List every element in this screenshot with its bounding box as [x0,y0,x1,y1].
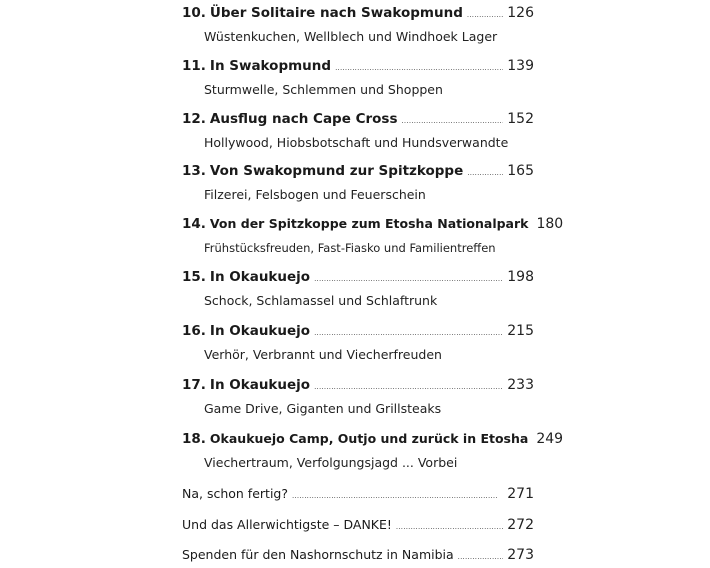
toc-entry-15 [182,268,534,310]
chapter-number: 18. [182,431,206,447]
chapter-title: In Okaukuejo [209,323,311,339]
page-number: 272 [507,517,534,533]
toc-extra-donations [182,546,534,566]
chapter-title: Von der Spitzkoppe zum Etosha Nationalpark [209,216,529,231]
extra-title: Spenden für den Nashornschutz in Namibia [182,547,454,562]
chapter-number: 15. [182,269,206,285]
toc-entry-18 [182,430,564,472]
leader-dots [467,4,503,24]
chapter-subtitle: Verhör, Verbrannt und Viecherfreuden [204,347,442,362]
toc-entry-12 [182,110,534,152]
page-number: 180 [536,216,564,232]
extra-title: Na, schon fertig? [182,486,288,501]
toc-entry-10 [182,4,534,46]
toc-extra-thanks [182,516,534,536]
chapter-title: Okaukuejo Camp, Outjo und zurück in Etosha [209,431,529,446]
chapter-number: 13. [182,163,206,179]
chapter-number: 14. [182,216,206,232]
page-number: 126 [507,5,534,21]
leader-dots [314,376,503,396]
chapter-number: 11. [182,58,206,74]
toc-entry-14 [182,215,564,257]
chapter-number: 16. [182,323,206,339]
toc-entry-16 [182,322,534,364]
chapter-subtitle: Game Drive, Giganten und Grillsteaks [204,401,442,416]
chapter-title: In Okaukuejo [209,269,311,285]
chapter-subtitle: Sturmwelle, Schlemmen und Shoppen [204,82,443,97]
chapter-subtitle: Filzerei, Felsbogen und Feuerschein [204,187,426,202]
page-number: 215 [507,323,534,339]
page-number: 165 [507,163,534,179]
chapter-title: In Swakopmund [209,58,332,74]
leader-dots [401,110,503,130]
chapter-title: Ausflug nach Cape Cross [209,111,398,127]
chapter-number: 12. [182,111,206,127]
page-number: 198 [507,269,534,285]
page-number: 273 [507,547,534,563]
chapter-subtitle: Frühstücksfreuden, Fast-Fiasko und Familientreffen [204,241,496,255]
chapter-title: Über Solitaire nach Swakopmund [209,5,463,21]
chapter-title: Von Swakopmund zur Spitzkoppe [209,163,464,179]
page-number: 152 [507,111,534,127]
extra-title: Und das Allerwichtigste – DANKE! [182,517,392,532]
chapter-title: In Okaukuejo [209,377,311,393]
toc-entry-11 [182,57,534,99]
leader-dots [458,546,504,566]
page-number: 233 [507,377,534,393]
leader-dots [314,322,503,342]
leader-dots [314,268,503,288]
chapter-subtitle: Wüstenkuchen, Wellblech und Windhoek Lager [204,29,498,44]
chapter-number: 17. [182,377,206,393]
toc-extra-afterword [182,485,534,505]
chapter-subtitle: Viechertraum, Verfolgungsjagd ... Vorbei [204,455,458,470]
leader-dots [467,162,503,182]
leader-dots [396,516,503,536]
toc-entry-17 [182,376,534,418]
toc-entry-13 [182,162,534,204]
chapter-subtitle: Schock, Schlamassel und Schlaftrunk [204,293,438,308]
page-number: 139 [507,58,534,74]
page-number: 271 [507,486,534,502]
chapter-subtitle: Hollywood, Hiobsbotschaft und Hundsverwandte [204,135,509,150]
leader-dots [335,57,503,77]
leader-dots [292,485,503,505]
page-number: 249 [536,431,564,447]
chapter-number: 10. [182,5,206,21]
